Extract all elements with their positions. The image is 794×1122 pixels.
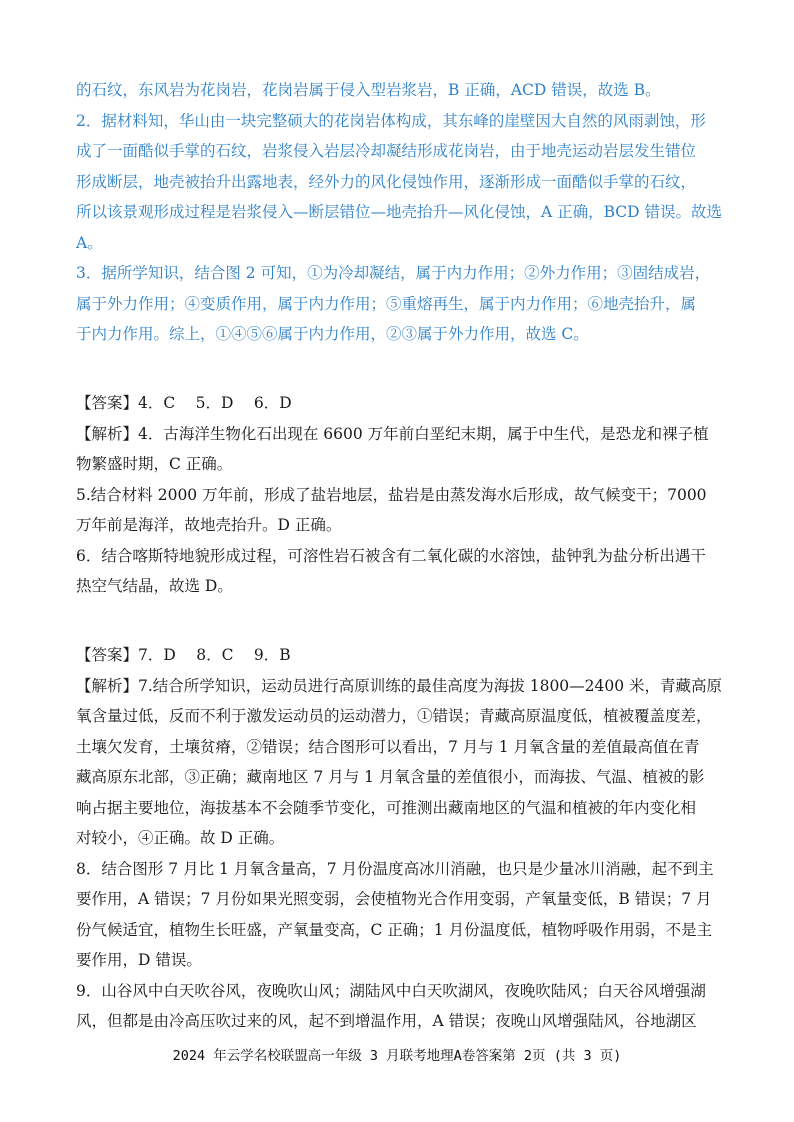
explanation-blue-section [76, 75, 726, 350]
text-line: 物繁盛时期，C 正确。 [76, 455, 233, 473]
text-line: 氧含量过低，反而不利于激发运动员的运动潜力，①错误；青藏高原温度低，植被覆盖度差， [76, 707, 712, 725]
text-line: 对较小，④正确。故 D 正确。 [76, 829, 285, 847]
text-line: 要作用，A 错误；7 月份如果光照变弱，会使植物光合作用变弱，产氧量变低，B 错误；7 月 [76, 890, 712, 908]
text-line: 9．山谷风中白天吹谷风，夜晚吹山风；湖陆风中白天吹湖风，夜晚吹陆风；白天谷风增强湖 [76, 981, 706, 1000]
text-line: 5.结合材料 2000 万年前，形成了盐岩地层，盐岩是由蒸发海水后形成，故气候变干；7000 [76, 485, 707, 504]
answer-section-4-6 [76, 388, 726, 602]
text-line: 3．据所学知识，结合图 2 可知，①为冷却凝结，属于内力作用；②外力作用；③固结成岩， [76, 264, 711, 282]
text-line: 成了一面酷似手掌的石纹，岩浆侵入岩层冷却凝结形成花岗岩，由于地壳运动岩层发生错位 [76, 142, 697, 160]
text-line: 藏高原东北部，③正确；藏南地区 7 月与 1 月氧含量的差值很小，而海拔、气温、植被的影 [76, 768, 705, 786]
text-line: 万年前是海洋，故地壳抬升。D 正确。 [76, 516, 342, 534]
page-footer: 2024 年云学名校联盟高一年级 3 月联考地理A卷答案第 2页 (共 3 页) [172, 1048, 622, 1064]
text-line: 土壤欠发育，土壤贫瘠，②错误；结合图形可以看出，7 月与 1 月氧含量的差值最高值在青 [76, 737, 700, 756]
text-line: A。 [76, 233, 103, 252]
text-line: 【解析】4．古海洋生物化石出现在 6600 万年前白垩纪末期，属于中生代，是恐龙和裸子植 [76, 424, 709, 443]
answer-section-7-9 [76, 640, 726, 1037]
text-line: 热空气结晶，故选 D。 [76, 577, 233, 595]
text-line: 属于外力作用；④变质作用，属于内力作用；⑤重熔再生，属于内力作用；⑥地壳抬升，属 [76, 294, 697, 313]
answer-line: 【答案】7．D 8．C 9．B [76, 646, 291, 664]
text-line: 2．据材料知，华山由一块完整硕大的花岗岩体构成，其东峰的崖壁因大自然的风雨剥蚀，形 [76, 111, 706, 130]
text-line: 8．结合图形 7 月比 1 月氧含量高，7 月份温度高冰川消融，也只是少量冰川消融，起不到主 [76, 859, 714, 878]
text-line: 份气候适宜，植物生长旺盛，产氧量变高，C 正确；1 月份温度低，植物呼吸作用弱，不是主 [76, 920, 713, 939]
text-line: 【解析】7.结合所学知识，运动员进行高原训练的最佳高度为海拔 1800—2400 米，青藏高原 [76, 676, 723, 695]
text-line: 所以该景观形成过程是岩浆侵入—断层错位—地壳抬升—风化侵蚀，A 正确，BCD 错误。故选 [76, 203, 723, 221]
text-line: 6．结合喀斯特地貌形成过程，可溶性岩石被含有二氧化碳的水溶蚀，盐钟乳为盐分析出遇干 [76, 546, 706, 565]
text-line: 的石纹，东风岩为花岗岩，花岗岩属于侵入型岩浆岩，B 正确，ACD 错误，故选 B。 [76, 81, 661, 99]
text-line: 响占据主要地位，海拔基本不会随季节变化，可推测出藏南地区的气温和植被的年内变化相 [76, 798, 697, 817]
text-line: 于内力作用。综上，①④⑤⑥属于内力作用，②③属于外力作用，故选 C。 [76, 325, 589, 343]
text-line: 风，但都是由冷高压吹过来的风，起不到增温作用，A 错误；夜晚山风增强陆风，谷地湖区 [76, 1012, 697, 1030]
text-line: 要作用，D 错误。 [76, 951, 202, 969]
text-line: 形成断层，地壳被抬升出露地表，经外力的风化侵蚀作用，逐渐形成一面酷似手掌的石纹， [76, 172, 697, 191]
answer-line: 【答案】4．C 5．D 6．D [76, 394, 292, 412]
